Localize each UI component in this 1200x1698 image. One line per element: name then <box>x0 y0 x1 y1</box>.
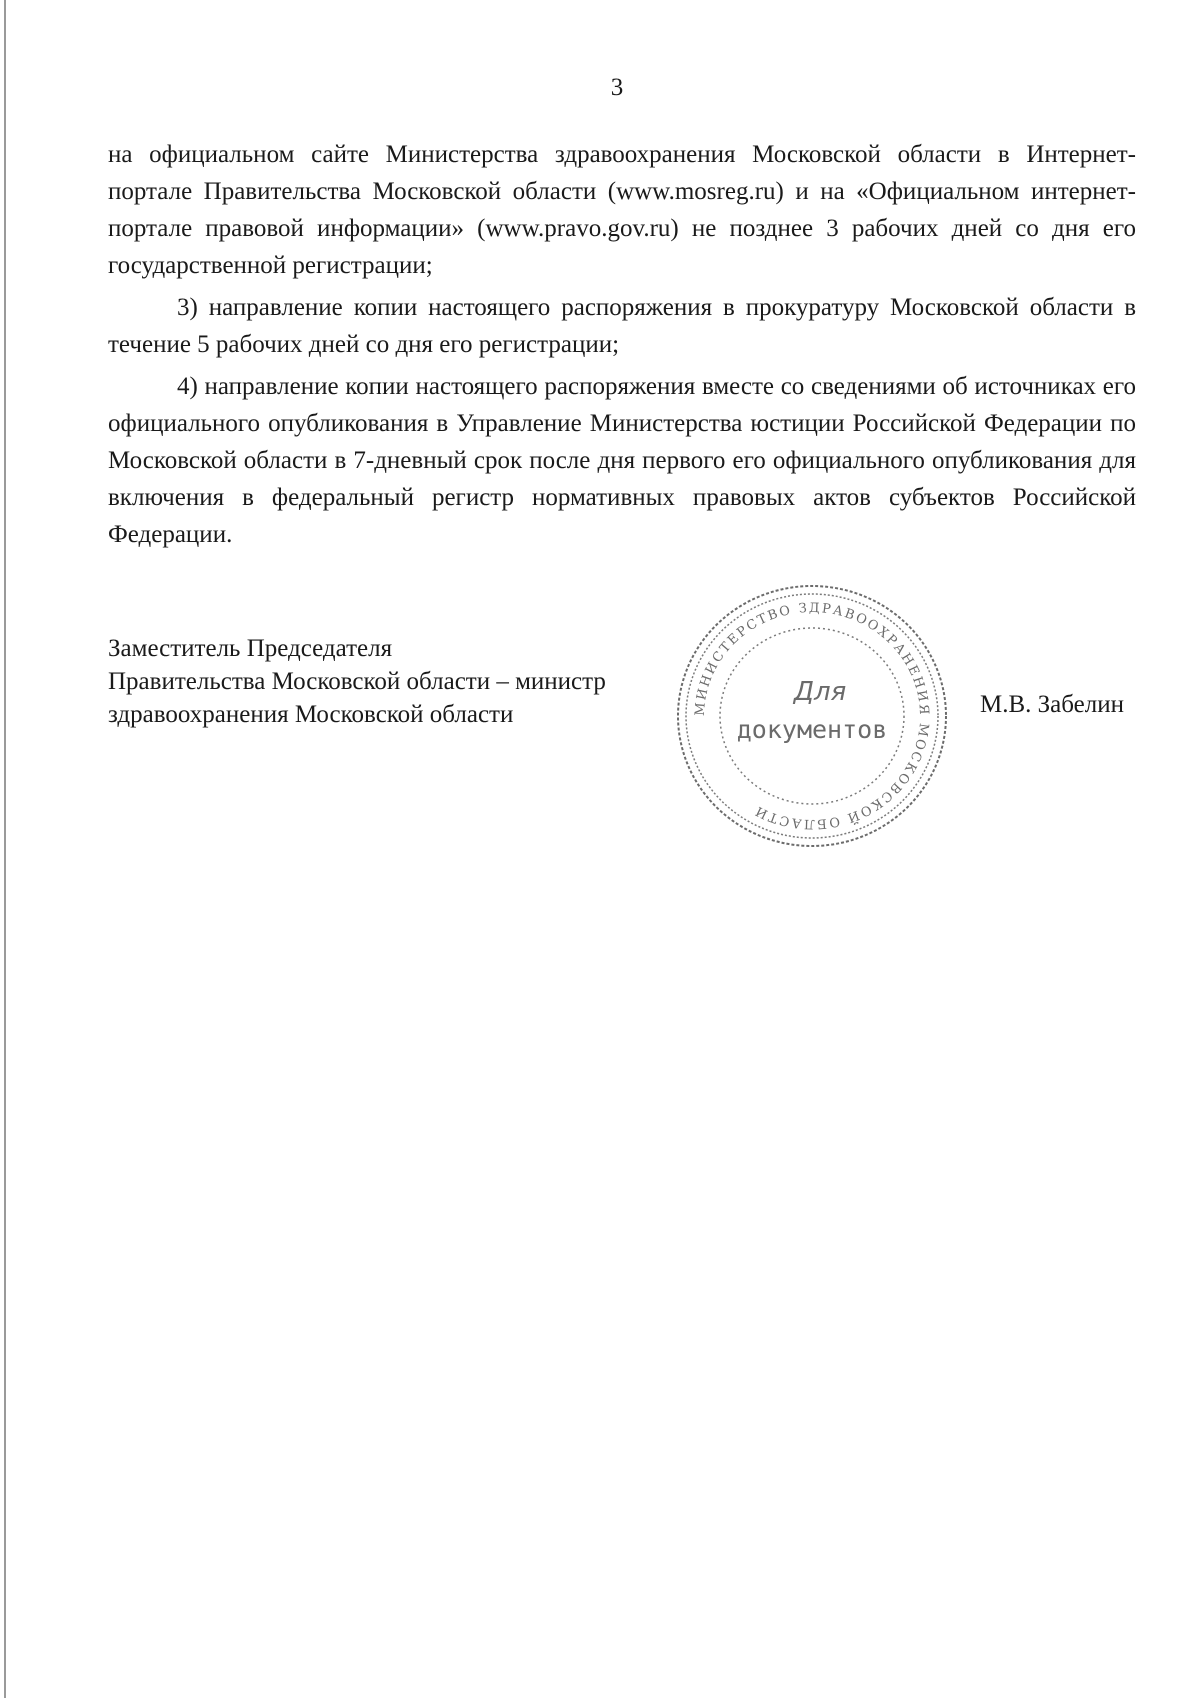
stamp-center-line: документов <box>736 715 888 744</box>
document-body <box>108 136 1136 558</box>
official-stamp <box>672 580 952 852</box>
signer-title-line: Заместитель Председателя <box>108 635 393 662</box>
page-number: 3 <box>610 74 624 101</box>
signer-title-line: Правительства Московской области – министр <box>108 668 606 695</box>
stamp-seal-icon <box>672 580 952 852</box>
signer-name: М.В. Забелин <box>980 691 1124 718</box>
paragraph: 3) направление копии настоящего распоряжения в прокуратуру Московской области в течение 5 рабочих дней со дня его регистрации; <box>108 294 1136 358</box>
paragraph: 4) направление копии настоящего распоряжения вместе со сведениями об источниках его официального опубликования в Управление Министерства юстиции Российской Федерации по Московской области в 7-дневный срок после дня первого его официального опубликования для включения в федеральный регистр нормативных правовых актов субъектов Российской Федерации. <box>108 373 1136 548</box>
page-left-edge <box>4 0 6 1698</box>
signature-block <box>108 632 606 731</box>
stamp-center-line: Для <box>793 677 847 707</box>
stamp-ring-text: МИНИСТЕРСТВО ЗДРАВООХРАНЕНИЯ МОСКОВСКОЙ ОБЛАСТИ <box>692 600 932 832</box>
paragraph: на официальном сайте Министерства здравоохранения Московской области в Интернет-портале Правительства Московской области (www.mosreg.ru) и на «Официальном интернет-портале правовой информации» (www.pravo.gov.ru) не позднее 3 рабочих дней со дня его государственной регистрации; <box>108 141 1136 279</box>
signer-title-line: здравоохранения Московской области <box>108 701 514 728</box>
